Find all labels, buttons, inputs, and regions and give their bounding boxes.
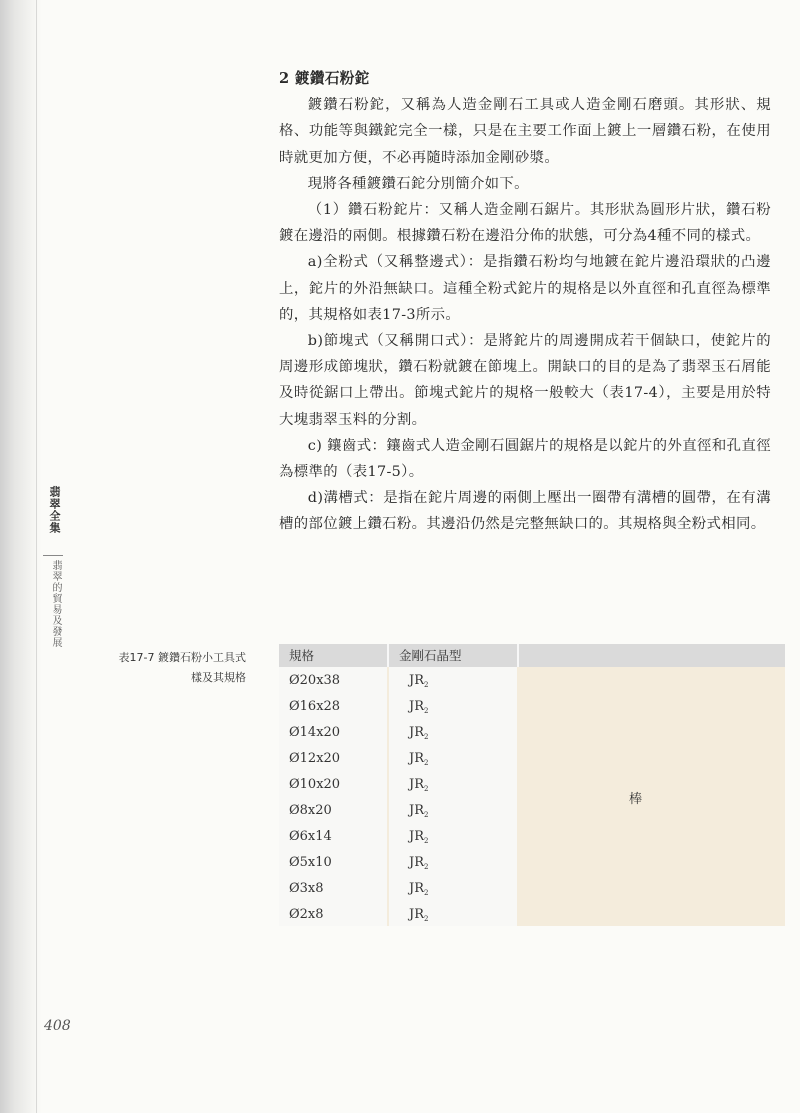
table-cell-spec: Ø12x20 bbox=[289, 751, 341, 766]
diamond-type-text: JR bbox=[409, 777, 424, 792]
table-cell-diamond-type bbox=[409, 694, 428, 720]
spec-table bbox=[279, 644, 785, 926]
paragraph-segmented: b)節塊式（又稱開口式）：是將鉈片的周邊開成若干個缺口，使鉈片的周邊形成節塊狀，鑽石粉就鍍在節塊上。開缺口的目的是為了翡翠玉石屑能及時從鋸口上帶出。節塊式鉈片的規格一般較大（表17-4），主要是用於特大塊翡翠玉料的分割。 bbox=[279, 333, 771, 428]
shape-cell-rod: 棒 bbox=[629, 792, 643, 807]
table-cell-spec: Ø20x38 bbox=[289, 673, 341, 688]
table-cell-diamond-type bbox=[409, 746, 428, 772]
binding-line bbox=[36, 0, 37, 1113]
diamond-type-text: JR bbox=[409, 907, 424, 922]
header-shape bbox=[519, 644, 785, 667]
diamond-type-text: JR bbox=[409, 855, 424, 870]
diamond-type-subscript: 2 bbox=[424, 681, 429, 689]
side-tab-divider bbox=[43, 555, 63, 556]
diamond-type-subscript: 2 bbox=[424, 811, 429, 819]
paragraph-saw-blade: （1）鑽石粉鉈片：又稱人造金剛石鋸片。其形狀為圓形片狀，鑽石粉鍍在邊沿的兩側。根據鑽石粉在邊沿分佈的狀態，可分為4種不同的樣式。 bbox=[279, 202, 771, 245]
table-cell-diamond-type bbox=[409, 720, 428, 746]
table-cell-spec: Ø16x28 bbox=[289, 699, 341, 714]
diamond-type-subscript: 2 bbox=[424, 915, 429, 923]
table-cell-spec: Ø6x14 bbox=[289, 829, 332, 844]
table-cell-spec: Ø5x10 bbox=[289, 855, 332, 870]
diamond-type-text: JR bbox=[409, 673, 424, 688]
diamond-type-subscript: 2 bbox=[424, 785, 429, 793]
diamond-type-subscript: 2 bbox=[424, 707, 429, 715]
diamond-type-subscript: 2 bbox=[424, 889, 429, 897]
header-diamond-type: 金剛石晶型 bbox=[399, 648, 462, 663]
table-cell-spec: Ø14x20 bbox=[289, 725, 341, 740]
diamond-type-subscript: 2 bbox=[424, 837, 429, 845]
table-cell-diamond-type bbox=[409, 850, 428, 876]
table-cell-diamond-type bbox=[409, 798, 428, 824]
table-cell-diamond-type bbox=[409, 902, 428, 928]
table-cell-spec: Ø10x20 bbox=[289, 777, 341, 792]
side-tab-subtitle: 翡翠的貿易及發展 bbox=[50, 560, 61, 648]
table-cell-spec: Ø3x8 bbox=[289, 881, 324, 896]
table-cell-diamond-type bbox=[409, 772, 428, 798]
diamond-type-text: JR bbox=[409, 881, 424, 896]
diamond-type-subscript: 2 bbox=[424, 733, 429, 741]
diamond-type-text: JR bbox=[409, 725, 424, 740]
page-number: 408 bbox=[44, 1018, 71, 1034]
table-cell-diamond-type bbox=[409, 668, 428, 694]
table-cell-diamond-type bbox=[409, 824, 428, 850]
diamond-type-text: JR bbox=[409, 699, 424, 714]
header-spec: 規格 bbox=[289, 648, 315, 663]
section-heading: 2 鍍鑽石粉鉈 bbox=[279, 70, 370, 87]
table-caption-line2: 樣及其規格 bbox=[191, 671, 246, 684]
table-caption-line1: 表17-7 鍍鑽石粉小工具式 bbox=[118, 651, 246, 664]
diamond-type-subscript: 2 bbox=[424, 863, 429, 871]
body-text bbox=[279, 66, 771, 538]
side-tab-title: 翡翠全集 bbox=[48, 486, 61, 534]
table-cell-diamond-type bbox=[409, 876, 428, 902]
paragraph-grooved: d)溝槽式：是指在鉈片周邊的兩側上壓出一圈帶有溝槽的圓帶，在有溝槽的部位鍍上鑽石粉。其邊沿仍然是完整無缺口的。其規格與全粉式相同。 bbox=[279, 490, 771, 533]
diamond-type-text: JR bbox=[409, 829, 424, 844]
diamond-type-subscript: 2 bbox=[424, 759, 429, 767]
paragraph-intro: 鍍鑽石粉鉈，又稱為人造金剛石工具或人造金剛石磨頭。其形狀、規格、功能等與鐵鉈完全一樣，只是在主要工作面上鍍上一層鑽石粉，在使用時就更加方便，不必再隨時添加金剛砂漿。 bbox=[279, 97, 771, 166]
table-cell-spec: Ø8x20 bbox=[289, 803, 332, 818]
paragraph-full-powder: a)全粉式（又稱整邊式）：是指鑽石粉均勻地鍍在鉈片邊沿環狀的凸邊上，鉈片的外沿無缺口。這種全粉式鉈片的規格是以外直徑和孔直徑為標準的，其規格如表17-3所示。 bbox=[279, 254, 771, 323]
table-cell-spec: Ø2x8 bbox=[289, 907, 324, 922]
diamond-type-text: JR bbox=[409, 803, 424, 818]
paragraph-overview: 現將各種鍍鑽石鉈分別簡介如下。 bbox=[307, 175, 529, 192]
diamond-type-text: JR bbox=[409, 751, 424, 766]
paragraph-toothed: c) 鑲齒式：鑲齒式人造金剛石圓鋸片的規格是以鉈片的外直徑和孔直徑為標準的（表17-5）。 bbox=[279, 437, 771, 481]
table-header-row bbox=[279, 644, 785, 667]
table-caption bbox=[98, 648, 246, 688]
